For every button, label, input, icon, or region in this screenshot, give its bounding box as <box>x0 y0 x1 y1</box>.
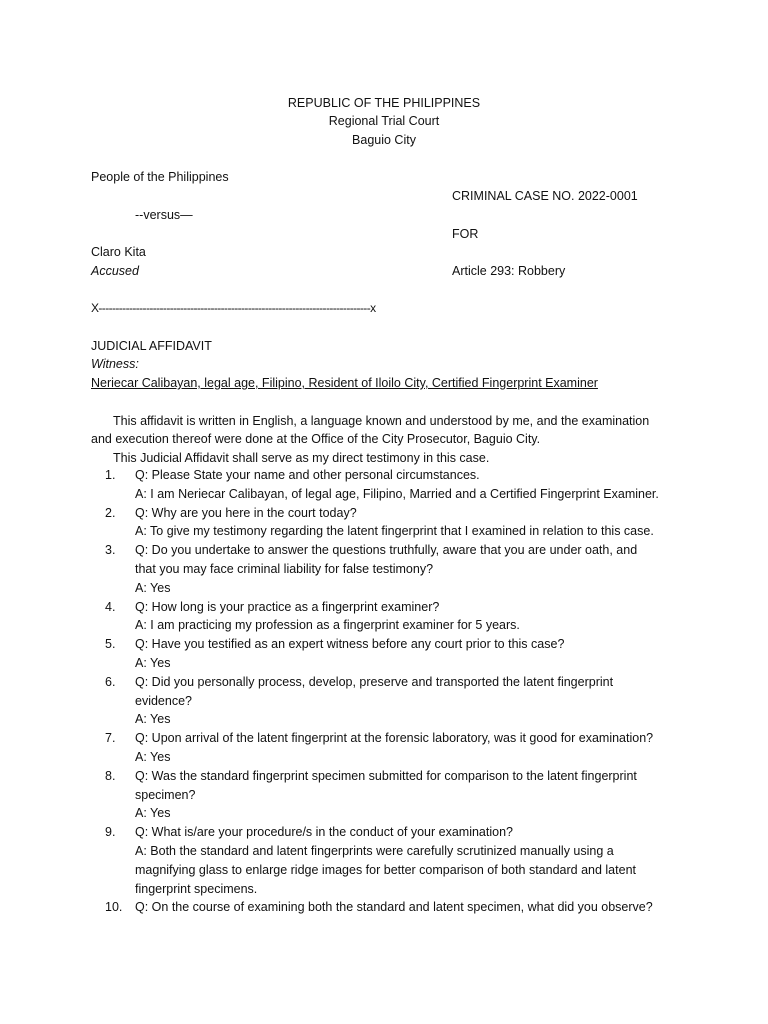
qa-text: magnifying glass to enlarge ridge images for better comparison of both standard and latent <box>135 862 636 877</box>
qa-label: Q: <box>135 900 149 915</box>
qa-label: A: <box>135 749 147 764</box>
qa-text: Do you undertake to answer the questions truthfully, aware that you are under oath, and <box>148 543 638 558</box>
qa-body <box>135 767 691 823</box>
qa-number: 3. <box>105 543 116 558</box>
question-line <box>135 673 691 692</box>
qa-body <box>135 635 691 673</box>
qa-text: that you may face criminal liability for false testimony? <box>135 561 434 576</box>
qa-body <box>135 898 691 917</box>
qa-label: A: <box>135 486 147 501</box>
plaintiff-name: People of the Philippines <box>91 170 229 184</box>
qa-item <box>91 635 691 673</box>
qa-text: I am Neriecar Calibayan, of legal age, Filipino, Married and a Certified Fingerprint Examiner. <box>146 486 659 501</box>
qa-item <box>91 504 691 542</box>
qa-label: A: <box>135 806 147 821</box>
continuation-line <box>135 880 691 899</box>
qa-text: I am practicing my profession as a fingerprint examiner for 5 years. <box>146 618 520 633</box>
qa-item <box>91 466 691 504</box>
qa-label: A: <box>135 655 147 670</box>
question-line <box>135 466 691 485</box>
qa-text: Why are you here in the court today? <box>148 505 357 520</box>
qa-text: Was the standard fingerprint specimen submitted for comparison to the latent fingerprint <box>148 768 637 783</box>
answer-line <box>135 842 691 861</box>
qa-text: Have you testified as an expert witness before any court prior to this case? <box>148 637 565 652</box>
question-line <box>135 767 691 786</box>
qa-label: Q: <box>135 768 149 783</box>
qa-body <box>135 823 691 898</box>
qa-text: Yes <box>146 749 171 764</box>
caption-separator: X--------------------------------------------------------------------------------x <box>91 301 376 315</box>
qa-text: What is/are your procedure/s in the conduct of your examination? <box>148 825 513 840</box>
for-label: FOR <box>452 227 479 241</box>
question-line <box>135 598 691 617</box>
answer-line <box>135 579 691 598</box>
intro-line-2: and execution thereof were done at the Office of the City Prosecutor, Baguio City. <box>91 432 541 446</box>
continuation-line <box>135 786 691 805</box>
qa-text: On the course of examining both the standard and latent specimen, what did you observe? <box>148 900 653 915</box>
continuation-line <box>135 861 691 880</box>
qa-label: Q: <box>135 637 149 652</box>
question-line <box>135 823 691 842</box>
answer-line <box>135 485 691 504</box>
qa-label: Q: <box>135 599 149 614</box>
qa-number: 4. <box>105 599 116 614</box>
qa-item <box>91 898 691 917</box>
qa-body <box>135 673 691 729</box>
versus-label: --versus— <box>135 208 193 222</box>
qa-label: Q: <box>135 468 149 482</box>
answer-line <box>135 616 691 635</box>
question-line <box>135 541 691 560</box>
qa-label: Q: <box>135 674 149 689</box>
qa-text: Both the standard and latent fingerprints were carefully scrutinized manually using a <box>146 843 614 858</box>
witness-details: Neriecar Calibayan, legal age, Filipino, Resident of Iloilo City, Certified Fingerprint Examiner <box>91 376 598 390</box>
continuation-line <box>135 560 691 579</box>
answer-line <box>135 522 691 541</box>
qa-number: 2. <box>105 505 116 520</box>
qa-label: A: <box>135 843 147 858</box>
qa-body <box>135 541 691 597</box>
header-court: Regional Trial Court <box>328 114 440 128</box>
qa-label: Q: <box>135 825 149 840</box>
qa-text: To give my testimony regarding the latent fingerprint that I examined in relation to this case. <box>146 524 654 539</box>
answer-line <box>135 710 691 729</box>
qa-text: Yes <box>146 806 171 821</box>
qa-body <box>135 466 691 504</box>
qa-label: Q: <box>135 543 149 558</box>
qa-item <box>91 823 691 898</box>
qa-text: evidence? <box>135 693 192 708</box>
answer-line <box>135 748 691 767</box>
question-line <box>135 504 691 523</box>
qa-label: Q: <box>135 731 149 746</box>
question-line <box>135 729 691 748</box>
witness-label: Witness: <box>91 357 139 371</box>
qa-item <box>91 729 691 767</box>
qa-item <box>91 673 691 729</box>
qa-text: Did you personally process, develop, preserve and transported the latent fingerprint <box>148 674 614 689</box>
qa-text: How long is your practice as a fingerprint examiner? <box>148 599 440 614</box>
qa-number: 10. <box>105 900 123 915</box>
qa-item <box>91 541 691 597</box>
qa-body <box>135 598 691 636</box>
qa-text: Yes <box>146 655 171 670</box>
case-number: CRIMINAL CASE NO. 2022-0001 <box>452 189 638 203</box>
accused-name: Claro Kita <box>91 245 146 259</box>
qa-label: A: <box>135 712 147 727</box>
qa-text: Please State your name and other personal circumstances. <box>148 468 480 482</box>
qa-number: 8. <box>105 768 116 783</box>
qa-text: specimen? <box>135 787 196 802</box>
question-line <box>135 898 691 917</box>
qa-text: Upon arrival of the latent fingerprint at the forensic laboratory, was it good for examination? <box>148 731 654 746</box>
header-republic: REPUBLIC OF THE PHILIPPINES <box>287 96 481 110</box>
qa-label: A: <box>135 524 147 539</box>
answer-line <box>135 654 691 673</box>
qa-text: Yes <box>146 712 171 727</box>
qa-body <box>135 729 691 767</box>
qa-number: 7. <box>105 731 116 746</box>
qa-number: 9. <box>105 825 116 840</box>
qa-body <box>135 504 691 542</box>
qa-number: 6. <box>105 674 116 689</box>
accused-label: Accused <box>91 264 139 278</box>
qa-list <box>91 466 691 917</box>
qa-number: 5. <box>105 637 116 652</box>
qa-label: A: <box>135 580 147 595</box>
qa-text: Yes <box>146 580 171 595</box>
intro-line-3: This Judicial Affidavit shall serve as my direct testimony in this case. <box>113 451 490 465</box>
header-city: Baguio City <box>352 133 416 147</box>
qa-label: Q: <box>135 505 149 520</box>
qa-number: 1. <box>105 468 116 482</box>
question-line <box>135 635 691 654</box>
continuation-line <box>135 692 691 711</box>
qa-item <box>91 598 691 636</box>
answer-line <box>135 804 691 823</box>
qa-item <box>91 767 691 823</box>
affidavit-title: JUDICIAL AFFIDAVIT <box>91 339 212 353</box>
qa-label: A: <box>135 618 147 633</box>
offense: Article 293: Robbery <box>452 264 566 278</box>
intro-line-1: This affidavit is written in English, a language known and understood by me, and the examination <box>113 414 650 428</box>
qa-text: fingerprint specimens. <box>135 881 258 896</box>
